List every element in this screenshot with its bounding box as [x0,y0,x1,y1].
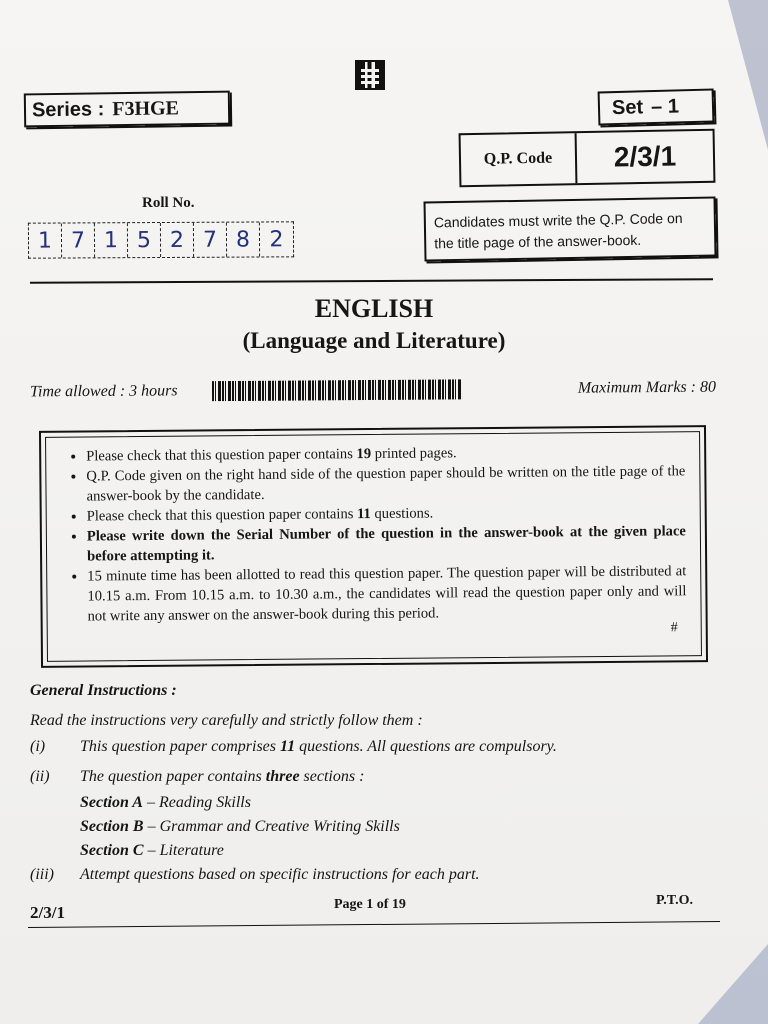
header-divider [30,278,713,284]
footer-divider [28,921,720,928]
notice-item: • 15 minute time has been allotted to read this question paper. The question paper will be distributed at 10.15 a.m. From 10.15 a.m. to 10.30 a.m., the candidates will read the question paper only and will not write any answer on the answer-book during this period. [87,561,687,626]
notice-list [64,441,687,626]
roll-digit: 2 [161,223,194,257]
section-b: Section B – Grammar and Creative Writing Skills [80,818,400,835]
roll-digit: 5 [128,223,161,257]
footer-pto: P.T.O. [656,893,693,908]
instruction-ii: (ii) The question paper contains three sections : [30,768,365,785]
footer-page-number: Page 1 of 19 [334,897,406,912]
roll-digit: 7 [62,223,95,257]
notice-item: • Please check that this question paper contains 11 questions. [87,501,686,526]
roll-digit: 8 [227,222,260,256]
page-fold-shadow-bottom [698,944,768,1024]
notice-item: • Please write down the Serial Number of the question in the answer-book at the given place before attempting it. [87,521,686,566]
barcode-icon [211,379,461,401]
roll-digit: 1 [95,223,128,257]
qp-code-label: Q.P. Code [461,133,578,185]
footer-qp-code: 2/3/1 [30,903,65,922]
roll-digit: 1 [29,224,62,258]
subject-subtitle: (Language and Literature) [242,328,506,353]
series-label: Series : [31,97,105,121]
notice-box [39,425,708,668]
instruction-i: (i) This question paper comprises 11 questions. All questions are compulsory. [30,738,557,755]
general-instructions-heading: General Instructions : [30,682,177,699]
roll-digit: 7 [194,223,227,257]
qr-code-icon [357,62,383,88]
roll-digit: 2 [269,226,284,252]
notice-inner-frame [45,431,702,662]
set-box [598,88,715,125]
page-fold-shadow-top [728,0,768,150]
maximum-marks: Maximum Marks : 80 [577,378,717,397]
qp-code-value: 2/3/1 [613,140,677,173]
section-c: Section C – Literature [80,842,224,859]
instruction-iii: (iii) Attempt questions based on specific instructions for each part. [30,866,480,883]
time-marks-row [30,378,716,403]
qp-code-box [459,129,716,187]
notice-item: • Please check that this question paper contains 19 printed pages. [86,441,685,466]
hash-mark: # [670,620,678,636]
notice-item: • Q.P. Code given on the right hand side of the question paper should be written on the title page of the answer-book by the candidate. [86,461,685,506]
subject-title: ENGLISH [314,294,434,323]
roll-number-label: Roll No. [142,195,195,211]
set-value: – 1 [650,94,680,118]
roll-number-boxes [28,221,294,258]
instructions-intro: Read the instructions very carefully and strictly follow them : [30,712,423,729]
series-box [24,91,230,128]
time-allowed: Time allowed : 3 hours [29,382,178,401]
series-code: F3HGE [112,96,180,120]
section-a: Section A – Reading Skills [80,794,251,811]
candidate-note: Candidates must write the Q.P. Code on the title page of the answer-book. [423,196,716,261]
set-label: Set [611,95,644,119]
